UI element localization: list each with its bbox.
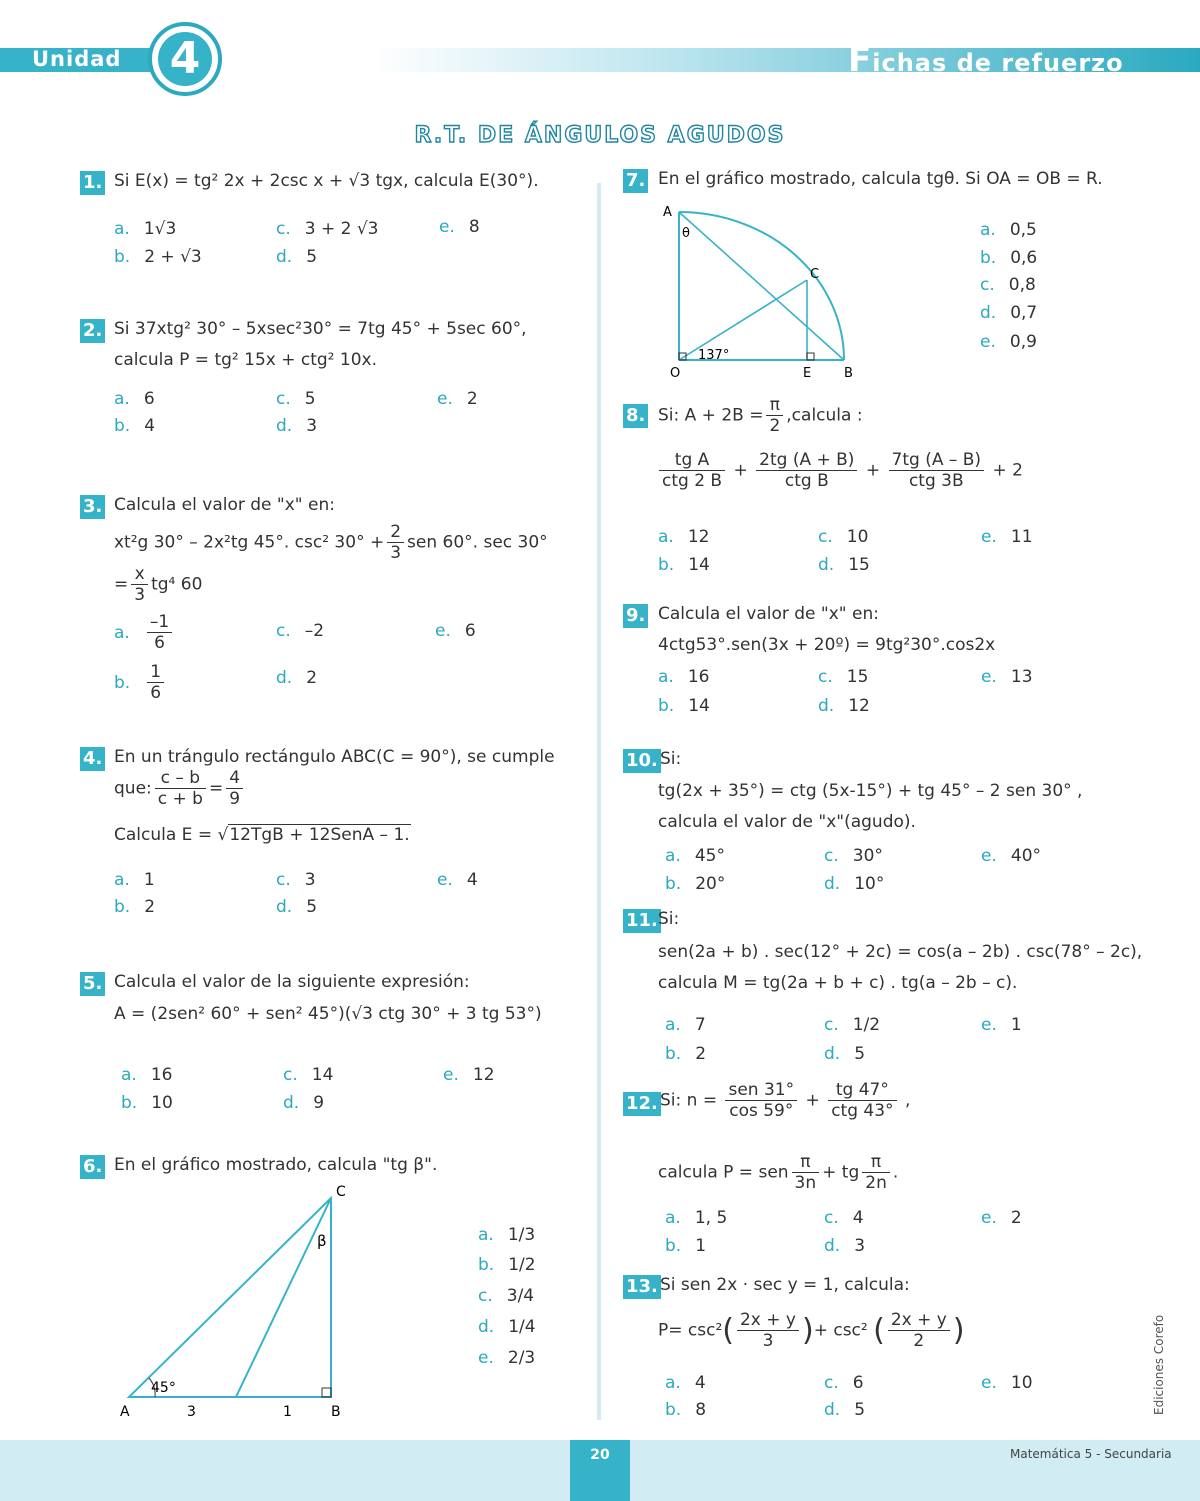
equation-line: xt²g 30° – 2x²tg 45°. csc² 30° + $\frac{2}{3}$ sen 60°. sec 30° [114,522,548,563]
label-angle: 45° [151,1380,176,1396]
label-A: A [120,1404,130,1420]
label-theta: θ [682,226,690,241]
option-d: d. 2 [276,668,318,688]
question-number: 8. [623,404,648,428]
question-number: 10. [623,749,661,773]
option-b: b. 2 [114,897,156,917]
column-divider [597,183,601,1420]
option-a: a. 0,5 [980,220,1037,240]
option-d: d. 5 [824,1400,866,1420]
question-number: 6. [80,1155,105,1179]
option-c: c. 4 [824,1208,864,1228]
section-label: Fichas de refuerzo [848,40,1124,80]
option-d: d. 5 [824,1044,866,1064]
option-a: a. 16 [658,667,710,687]
option-e: e. 6 [435,621,476,641]
option-e: e. 2 [981,1208,1022,1228]
option-e: e. 0,9 [980,332,1037,352]
triangle-abc [129,1198,331,1397]
option-b: b. 10 [121,1093,173,1113]
triangle-figure [110,1178,370,1423]
option-c: c. 3 [276,870,316,890]
option-a: a. 1/3 [478,1225,536,1245]
question-number: 3. [80,495,105,519]
equation-line: = $\frac{x}{3}$ tg⁴ 60 [114,564,203,605]
option-c: c. 10 [818,527,869,547]
question-number: 9. [623,604,648,628]
label-A: A [663,205,672,220]
equation-line: tg(2x + 35°) = ctg (5x-15°) + tg 45° – 2 sen 30° , [658,781,1083,801]
option-d: d. 15 [818,555,870,575]
question-text: En el gráfico mostrado, calcula tgθ. Si OA = OB = R. [658,169,1103,189]
option-c: c. 1/2 [824,1015,881,1035]
question-number: 7. [623,169,648,193]
option-a: a. 1, 5 [665,1208,728,1228]
question-text: En el gráfico mostrado, calcula "tg β". [114,1155,438,1175]
equation-line: P= csc²( $\frac{2x + y}{3}$ )+ csc² ( $\frac{2x + y}{2}$ ) [658,1310,965,1351]
question-text: Si sen 2x · sec y = 1, calcula: [660,1275,910,1295]
option-c: c. 5 [276,389,316,409]
option-a: a. 6 [114,389,155,409]
question-number: 2. [80,319,105,343]
unit-badge [148,22,222,96]
right-angle-mark [322,1388,331,1397]
option-b: b. 8 [665,1400,707,1420]
question-text: Si: [658,909,680,929]
option-d: d. 10° [824,874,885,894]
option-e: e. 11 [981,527,1033,547]
question-text: Si 37xtg² 30° – 5xsec²30° = 7tg 45° + 5sec 60°, [114,319,527,339]
option-c: c. 14 [283,1065,334,1085]
question-number: 5. [80,972,105,996]
label-side-1: 1 [283,1404,292,1420]
right-angle-e [807,353,814,360]
segment-ab [679,212,844,360]
label-angle: 137° [698,348,730,363]
unit-label: Unidad [32,47,122,71]
option-d: d. 1/4 [478,1317,536,1337]
equation-line: Calcula E = √12TgB + 12SenA – 1. [114,825,410,845]
option-d: d. 5 [276,897,318,917]
option-d: d. 3 [276,416,318,436]
option-b: b. 1 [665,1236,707,1256]
option-c: c. 30° [824,846,883,866]
label-B: B [844,366,853,381]
equation-line: A = (2sen² 60° + sen² 45°)(√3 ctg 30° + 3 tg 53°) [114,1004,542,1024]
option-e: e. 8 [439,217,480,237]
label-beta: β [317,1232,327,1250]
option-e: e. 2 [437,389,478,409]
option-e: e. 1 [981,1015,1022,1035]
option-c: c. 15 [818,667,869,687]
option-c: c. –2 [276,621,325,641]
equation-line: 4ctg53°.sen(3x + 20º) = 9tg²30°.cos2x [658,635,996,655]
option-b: b. $\frac{1}{6}$ [114,662,167,703]
option-a: a. $\frac{-1}{6}$ [114,612,175,653]
page-title: R.T. DE ÁNGULOS AGUDOS [414,123,786,148]
option-e: e. 40° [981,846,1042,866]
option-a: a. 7 [665,1015,706,1035]
option-b: b. 14 [658,555,710,575]
equation-line: que: $\frac{c - b}{c + b}$ = $\frac{4}{9}$ [114,768,246,809]
option-d: d. 12 [818,696,870,716]
option-c: c. 0,8 [980,275,1036,295]
option-d: d. 9 [283,1093,325,1113]
equation-line: calcula P = sen $\frac{\pi}{3n}$ + tg $\frac{\pi}{2n}$ . [658,1152,899,1193]
question-number: 11. [623,909,661,933]
option-d: d. 0,7 [980,303,1038,323]
label-C: C [810,267,820,282]
label-C: C [336,1184,346,1200]
option-a: a. 45° [665,846,725,866]
option-b: b. 4 [114,416,156,436]
option-b: b. 20° [665,874,726,894]
question-number: 13. [623,1275,661,1299]
option-d: d. 3 [824,1236,866,1256]
option-a: a. 1√3 [114,219,177,239]
option-e: e. 12 [443,1065,495,1085]
cevian-line [236,1198,331,1397]
page-number: 20 [570,1440,630,1501]
unit-number: 4 [158,32,212,86]
question-number: 4. [80,747,105,771]
option-a: a. 12 [658,527,710,547]
question-text: Calcula el valor de "x" en: [658,604,879,624]
equation-line: sen(2a + b) . sec(12° + 2c) = cos(a – 2b) . csc(78° – 2c), [658,942,1143,962]
book-series: Matemática 5 - Secundaria [1010,1447,1172,1461]
option-e: e. 13 [981,667,1033,687]
option-b: b. 0,6 [980,248,1038,268]
label-B: B [331,1404,341,1420]
option-a: a. 1 [114,870,155,890]
question-text: calcula el valor de "x"(agudo). [658,812,916,832]
label-O: O [670,366,681,381]
question-text: calcula P = tg² 15x + ctg² 10x. [114,350,377,370]
quarter-circle-figure [660,200,860,382]
question-text: Si E(x) = tg² 2x + 2csc x + √3 tgx, calcula E(30°). [114,171,539,191]
label-E: E [803,366,812,381]
option-e: e. 2/3 [478,1348,536,1368]
equation-line: $\frac{\text{tg A}}{\text{ctg 2 B}}$ + $\frac{2tg (A + B)}{\text{ctg B}}$ + $\frac{7tg (A - B)}{\text{ctg 3B}}$ + 2 [656,450,1023,491]
question-text: Calcula el valor de "x" en: [114,495,335,515]
option-e: e. 4 [437,870,478,890]
option-b: b. 14 [658,696,710,716]
option-c: c. 3 + 2 √3 [276,219,379,239]
option-c: c. 3/4 [478,1286,535,1306]
option-c: c. 6 [824,1373,864,1393]
label-side-3: 3 [187,1404,196,1420]
question-text: En un trángulo rectángulo ABC(C = 90°), se cumple [114,747,555,767]
option-b: b. 2 [665,1044,707,1064]
question-text: Calcula el valor de la siguiente expresión: [114,972,470,992]
question-text: calcula M = tg(2a + b + c) . tg(a – 2b – c). [658,973,1018,993]
option-e: e. 10 [981,1373,1033,1393]
option-d: d. 5 [276,247,318,267]
option-b: b. 1/2 [478,1255,536,1275]
publisher-label: Ediciones Corefo [1152,1314,1166,1415]
option-a: a. 16 [121,1065,173,1085]
equation-line: Si: A + 2B = $\frac{\pi}{2}$ ,calcula : [658,395,863,436]
option-a: a. 4 [665,1373,706,1393]
question-number: 1. [80,171,105,195]
option-b: b. 2 + √3 [114,247,202,267]
equation-line: Si: n = $\frac{\text{sen 31°}}{\cos 59^\circ}$ + $\frac{tg 47^\circ}{\text{ctg 43°}}$ , [660,1080,911,1121]
question-number: 12. [623,1092,661,1116]
question-text: Si: [660,749,682,769]
